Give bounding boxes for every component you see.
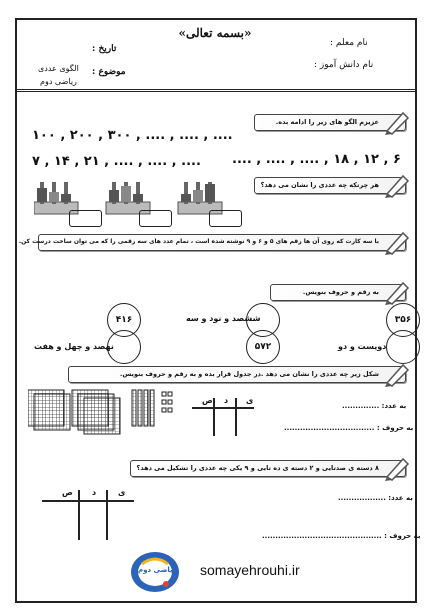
words-answer[interactable]: به حروف : ..................................	[284, 424, 414, 432]
table-line	[235, 398, 237, 436]
q2-instruction: هر چرتکه چه عددی را نشان می دهد؟	[260, 181, 379, 189]
pencil-icon	[383, 361, 411, 387]
number-circle: ۵۷۲	[246, 330, 280, 364]
pencil-icon	[383, 109, 411, 135]
number-words: نهصد و چهل و هفت	[34, 342, 114, 351]
q5-banner	[68, 366, 406, 383]
pencil-icon	[383, 172, 411, 198]
q2-banner	[254, 177, 406, 194]
ones-header: ی	[246, 396, 254, 405]
hundreds-header: ص	[62, 488, 73, 497]
hundred-block	[72, 390, 120, 434]
table-line	[213, 398, 215, 436]
subject-line2: ریاضی دوم	[40, 77, 77, 86]
logo-text: ریاضی دوم	[138, 566, 177, 574]
hundred-block	[28, 390, 70, 430]
number-circle: ۴۱۶	[107, 303, 141, 337]
q4-banner	[270, 284, 406, 301]
page-title: «بسمه تعالی»	[178, 26, 252, 40]
words-answer[interactable]: به حروف : .............................................	[262, 532, 421, 540]
abacus-answer-box-3[interactable]	[209, 210, 242, 227]
number-circle	[386, 330, 420, 364]
date-label: تاریخ :	[92, 44, 117, 54]
q1-banner	[254, 114, 406, 131]
q1-instruction: عزیزم الگو های زیر را ادامه بده.	[275, 118, 379, 126]
student-label: نام دانش آموز :	[314, 60, 374, 70]
hundreds-header: ص	[202, 396, 213, 405]
pencil-icon	[383, 279, 411, 305]
tens-header: د	[224, 396, 229, 405]
q5-instruction: شکل زیر چه عددی را نشان می دهد .در جدول قرار بده و به رقم و حروف بنویس.	[119, 370, 379, 378]
number-words: ششصد و نود و سه	[186, 314, 261, 323]
base-ten-blocks	[28, 386, 188, 436]
ten-rods	[132, 390, 154, 426]
table-line	[42, 500, 134, 502]
subject-line1: الگوی عددی	[38, 64, 79, 73]
site-url[interactable]: somayehrouhi.ir	[200, 562, 300, 578]
q6-banner	[130, 460, 406, 477]
ones-header: ی	[118, 488, 126, 497]
sequence-a: ۱۰۰ , ۲۰۰ , ۳۰۰ , .... , .... , ....	[32, 128, 233, 143]
pencil-icon	[383, 455, 411, 481]
table-line	[78, 490, 80, 540]
pencil-icon	[383, 229, 411, 255]
q3-banner	[18, 234, 406, 251]
table-line	[106, 490, 108, 540]
number-answer[interactable]: به عدد: ..............	[342, 402, 407, 410]
tens-header: د	[92, 488, 97, 497]
q3-instruction: با سه کارت که روی آن ها رقم های ۵ و ۶ و ۹ نوشته شده است ، تمام عدد های سه رقمی را که می توان ساخت درست کن.	[18, 238, 379, 245]
abacus-answer-box-2[interactable]	[139, 210, 172, 227]
teacher-label: نام معلم :	[330, 38, 368, 48]
q6-instruction: ۸ دسته ی صدتایی و ۲ دسته ی ده تایی و ۹ یکی چه عددی را تشکیل می دهد؟	[136, 464, 379, 472]
header-divider	[15, 89, 417, 92]
q4-instruction: به رقم و حروف بنویس.	[302, 288, 379, 296]
page-frame	[15, 18, 417, 603]
number-circle: ۳۵۶	[386, 303, 420, 337]
unit-cubes	[162, 392, 172, 412]
sequence-b: .... , .... , .... , ۱۸ , ۱۲ , ۶	[232, 152, 401, 167]
abacus-answer-box-1[interactable]	[69, 210, 102, 227]
sequence-c: ۷ , ۱۴ , ۲۱ , .... , .... , ....	[32, 154, 201, 169]
table-line	[192, 407, 254, 409]
number-words: دویست و دو	[338, 342, 387, 351]
subject-label: موضوع :	[92, 67, 126, 77]
number-answer[interactable]: به عدد: ..................	[338, 494, 413, 502]
